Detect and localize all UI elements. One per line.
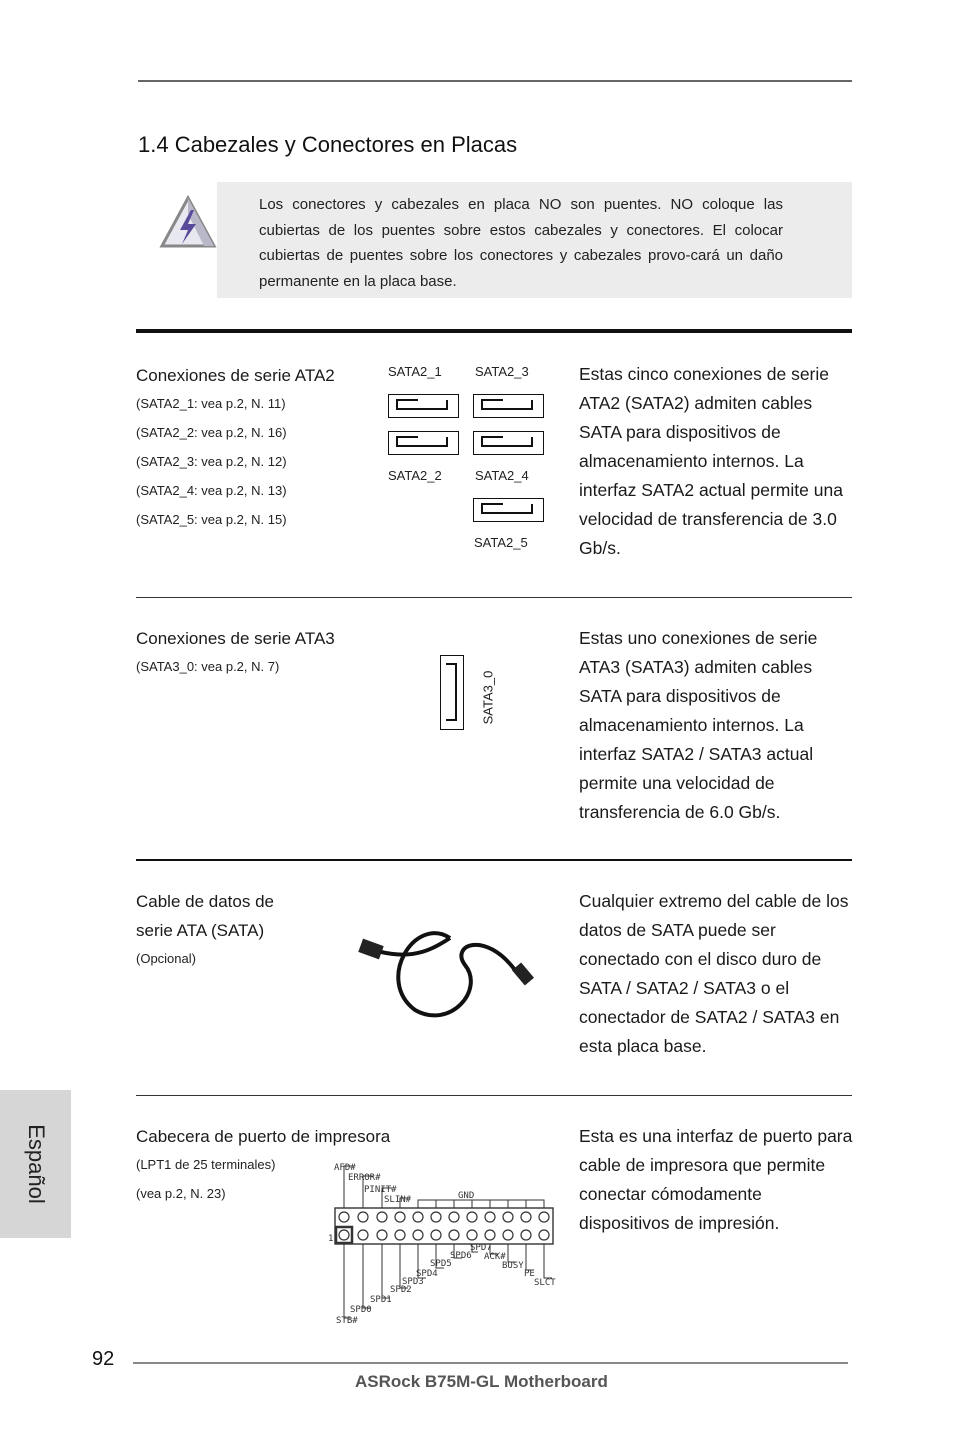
note-text: Los conectores y cabezales en placa NO son puentes. NO coloque las cubiertas de los puentes sobre estos cabezales y conectores. El colocar cubiertas de puentes sobre los conectores y cabezales provo-cará un daño permanente en la placa base. [259, 196, 783, 290]
sata3-ref: (SATA3_0: vea p.2, N. 7) [136, 659, 280, 674]
pin-label-spd0: SPD0 [350, 1305, 372, 1315]
pin-label-pinit: PINIT# [364, 1185, 397, 1195]
pin-label-stb: STB# [336, 1316, 358, 1326]
sata2-3-connector [473, 394, 544, 418]
sata2-5-label: SATA2_5 [474, 535, 528, 550]
pin-label-gnd: GND [458, 1191, 475, 1201]
pin-label-spd3: SPD3 [402, 1277, 424, 1287]
sata2-3-label: SATA2_3 [475, 364, 529, 379]
sata2-description: Estas cinco conexiones de serie ATA2 (SATA2) admiten cables SATA para dispositivos de almacenamiento internos. La interfaz SATA2 actual permite una velocidad de transferencia de 3.0 Gb/s. [579, 364, 843, 558]
pin-label-spd7: SPD7 [470, 1243, 492, 1253]
sata3-title: Conexiones de serie ATA3 [136, 629, 335, 648]
sata2-2-connector [388, 431, 459, 455]
sata2-ref: (SATA2_1: vea p.2, N. 11) [136, 396, 286, 411]
sata2-ref: (SATA2_5: vea p.2, N. 15) [136, 512, 287, 527]
pin-label-spd1: SPD1 [370, 1295, 392, 1305]
language-label: Español [23, 1124, 49, 1204]
sata2-4-connector [473, 431, 544, 455]
section-divider [136, 597, 852, 598]
footer-rule [133, 1362, 848, 1364]
section-divider [136, 329, 852, 333]
sata3-description: Estas uno conexiones de serie ATA3 (SATA3) admiten cables SATA para dispositivos de almacenamiento internos. La interfaz SATA2 / SATA3 actual permite una velocidad de transferencia de 6.0 Gb/s. [579, 628, 818, 822]
printer-ref-pins: (LPT1 de 25 terminales) [136, 1157, 276, 1172]
section-title: 1.4 Cabezales y Conectores en Placas [138, 132, 518, 157]
sata-cable-image [355, 920, 545, 1020]
sata2-1-connector [388, 394, 459, 418]
section-divider [136, 859, 852, 861]
sata2-5-connector [473, 498, 544, 522]
sata3-0-connector [440, 655, 464, 730]
pin-label-pe: PE [524, 1269, 535, 1279]
pin-label-spd6: SPD6 [450, 1251, 472, 1261]
sata2-ref: (SATA2_2: vea p.2, N. 16) [136, 425, 287, 440]
pin-label-1: 1 [328, 1234, 334, 1244]
sata2-2-label: SATA2_2 [388, 468, 442, 483]
sata2-1-label: SATA2_1 [388, 364, 442, 379]
warning-icon [158, 194, 218, 252]
pin-label-busy: BUSY [502, 1261, 524, 1271]
sata2-refs [136, 389, 287, 534]
top-rule [138, 80, 852, 82]
pin-label-spd2: SPD2 [390, 1285, 412, 1295]
pin-label-slin: SLIN# [384, 1195, 412, 1205]
pin-label-spd5: SPD5 [430, 1259, 452, 1269]
note-box [217, 182, 852, 298]
printer-description: Esta es una interfaz de puerto para cable de impresora que permite conectar cómodamente dispositivos de impresión. [579, 1126, 853, 1233]
lpt-header-diagram [326, 1158, 566, 1326]
cable-title-line1: Cable de datos de [136, 892, 274, 911]
page-number: 92 [92, 1348, 115, 1370]
cable-title-line2: serie ATA (SATA) [136, 921, 265, 940]
cable-optional: (Opcional) [136, 951, 196, 966]
section-divider [136, 1095, 852, 1096]
printer-ref-page: (vea p.2, N. 23) [136, 1186, 226, 1201]
sata2-ref: (SATA2_4: vea p.2, N. 13) [136, 483, 287, 498]
cable-description: Cualquier extremo del cable de los datos de SATA puede ser conectado con el disco duro de SATA / SATA2 / SATA3 o el conectador de SATA2 / SATA3 en esta placa base. [579, 891, 849, 1056]
language-side-tab [0, 1090, 71, 1238]
sata2-title: Conexiones de serie ATA2 [136, 366, 335, 385]
pin-label-afd: AFD# [334, 1163, 356, 1173]
sata3-0-label: SATA3_0 [480, 670, 496, 725]
footer-text: ASRock B75M-GL Motherboard [355, 1372, 608, 1391]
pin-label-slct: SLCT [534, 1278, 556, 1288]
sata2-ref: (SATA2_3: vea p.2, N. 12) [136, 454, 287, 469]
pin-label-ack: ACK# [484, 1252, 506, 1262]
sata2-4-label: SATA2_4 [475, 468, 529, 483]
pin-label-error: ERROR# [348, 1173, 381, 1183]
pin-label-spd4: SPD4 [416, 1269, 438, 1279]
printer-title: Cabecera de puerto de impresora [136, 1127, 391, 1146]
